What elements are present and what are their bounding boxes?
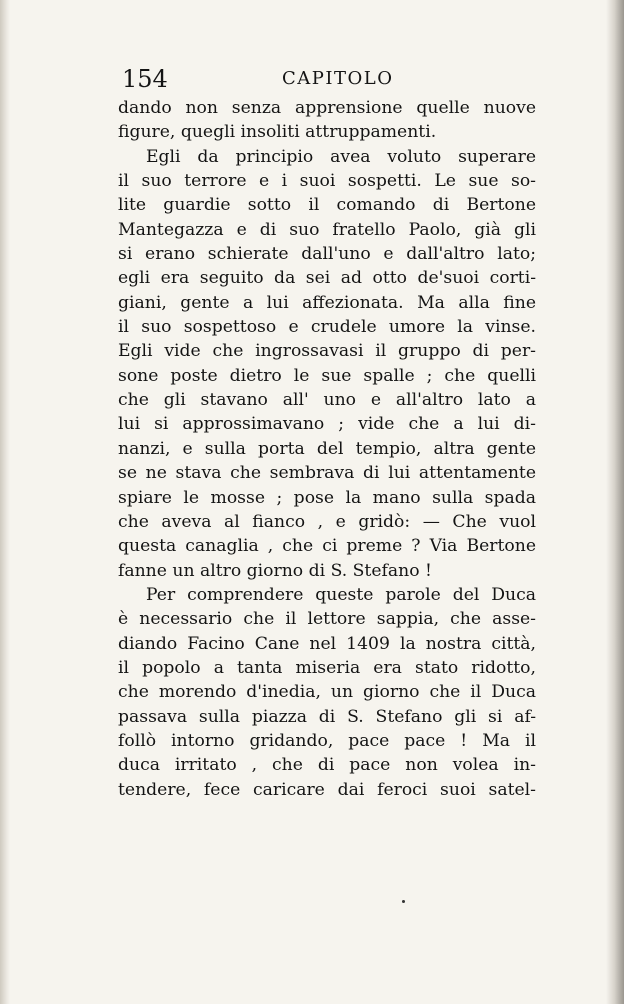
text-line: che gli stavano all' uno e all'altro lato a: [118, 390, 536, 411]
text-line: duca irritato , che di pace non volea in-: [118, 755, 536, 776]
text-line: passava sulla piazza di S. Stefano gli si af-: [118, 706, 536, 727]
text-line: il popolo a tanta miseria era stato ridotto,: [118, 657, 536, 678]
text-block: [118, 62, 536, 802]
text-line: spiare le mosse ; pose la mano sulla spada: [118, 487, 536, 508]
text-line: tendere, fece caricare dai feroci suoi satel-: [118, 779, 536, 800]
text-line: che morendo d'inedia, un giorno che il Duca: [118, 682, 536, 703]
text-line: follò intorno gridando, pace pace ! Ma il: [118, 730, 536, 751]
text-line: si erano schierate dall'uno e dall'altro lato;: [118, 244, 536, 265]
text-line: figure, quegli insoliti attruppamenti.: [118, 122, 437, 143]
text-line: fanne un altro giorno di S. Stefano !: [118, 560, 432, 581]
text-line: lite guardie sotto il comando di Bertone: [118, 195, 536, 216]
text-line: egli era seguito da sei ad otto de'suoi corti-: [118, 268, 536, 289]
page-right-edge: [606, 0, 624, 1004]
text-line: Egli da principio avea voluto superare: [146, 146, 536, 167]
text-line: lui si approssimavano ; vide che a lui di-: [118, 414, 536, 435]
text-line: sone poste dietro le sue spalle ; che quelli: [118, 365, 536, 386]
text-line: se ne stava che sembrava di lui attentamente: [118, 463, 536, 484]
text-line: Mantegazza e di suo fratello Paolo, già gli: [118, 219, 536, 240]
page-left-edge: [0, 0, 10, 1004]
text-line: nanzi, e sulla porta del tempio, altra gente: [118, 438, 536, 459]
text-line: Egli vide che ingrossavasi il gruppo di per-: [118, 341, 536, 362]
text-line: diando Facino Cane nel 1409 la nostra città,: [118, 633, 536, 654]
page-number: 154: [122, 65, 168, 93]
text-line: è necessario che il lettore sappia, che asse-: [118, 609, 536, 630]
chapter-heading: CAPITOLO: [282, 68, 394, 89]
text-line: giani, gente a lui affezionata. Ma alla fine: [118, 292, 536, 313]
ink-speck: [402, 900, 405, 903]
text-line: che aveva al fianco , e gridò: — Che vuol: [118, 511, 536, 532]
text-line: il suo sospettoso e crudele umore la vinse.: [118, 317, 536, 338]
text-line: questa canaglia , che ci preme ? Via Bertone: [118, 536, 536, 557]
text-line: il suo terrore e i suoi sospetti. Le sue so-: [118, 171, 536, 192]
text-line: Per comprendere queste parole del Duca: [146, 584, 536, 605]
running-head: [118, 62, 536, 96]
text-line: dando non senza apprensione quelle nuove: [118, 98, 536, 118]
